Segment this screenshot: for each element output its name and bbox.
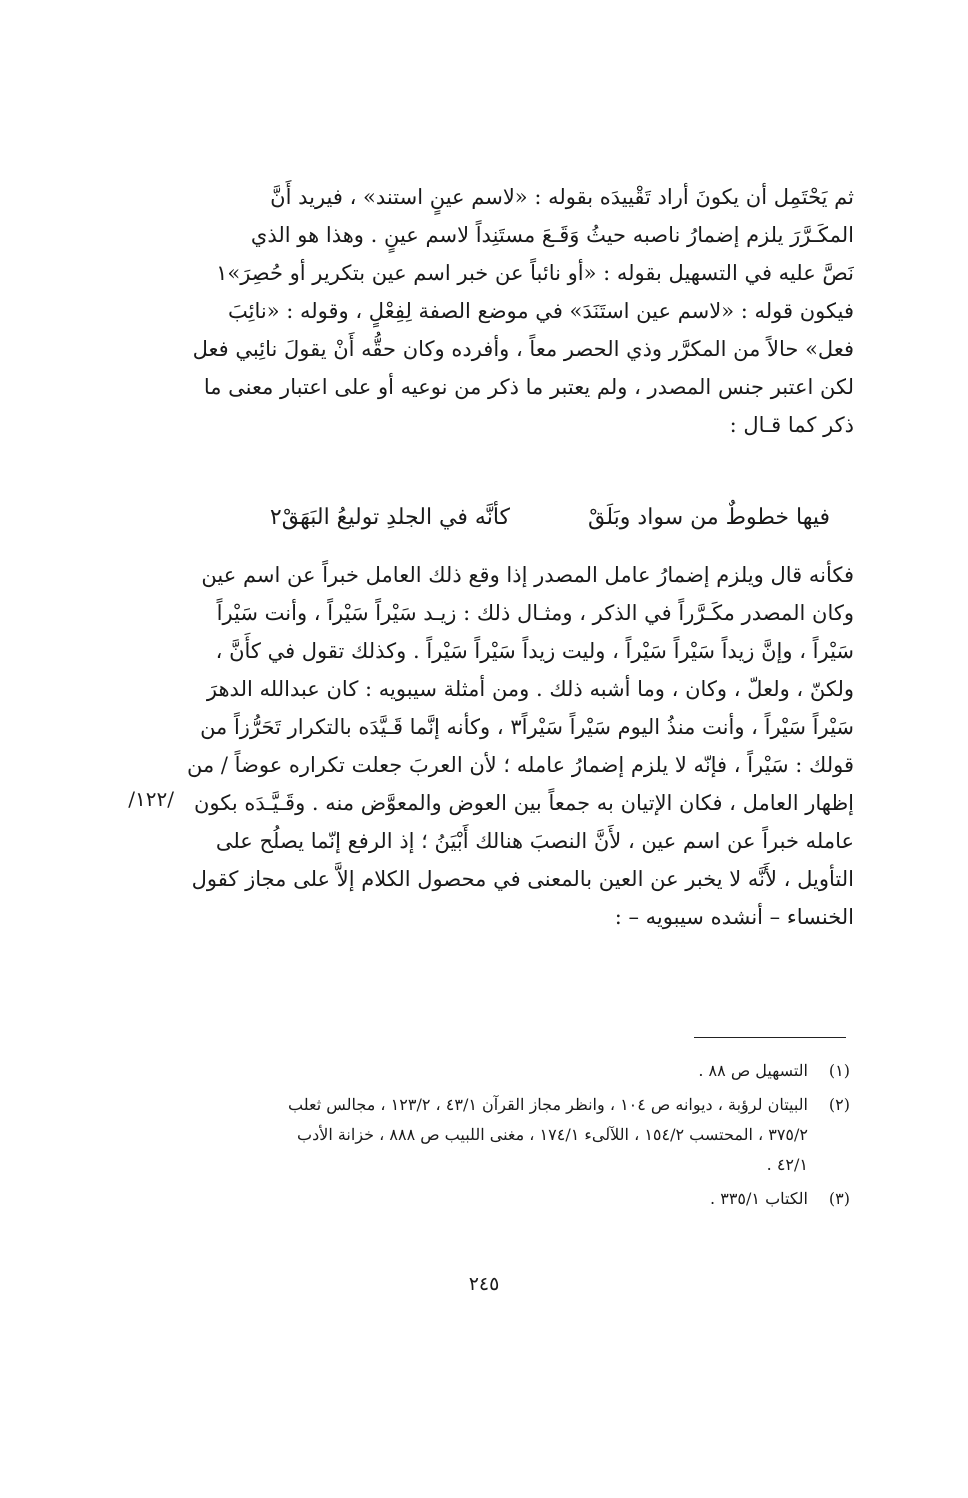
text-line: سَيْراً سَيْراً ، وأنت منذُ اليوم سَيْراً سَيْراً٣ ، وكأنه إنَّما قَـيَّدَه بالتكرار تَحَرُّزاً من — [200, 715, 854, 739]
text-line: لكن اعتبر جنس المصدر ، ولم يعتبر ما ذكر من نوعيه أو على اعتبار معنى ما — [203, 375, 854, 399]
footnote-divider — [694, 1037, 846, 1038]
footnote-text — [180, 1056, 808, 1086]
text-line: وكان المصدر مكَـرَّراً في الذكر ، ومثـال ذلك : زيـد سَيْراً سَيْراً ، وأنت سَيْراً — [216, 601, 854, 625]
text-line: ثم يَحْتَمِل أن يكونَ أراد تَقْييدَه بقوله : «لاسم عينٍ استند» ، فيريد أَنَّ — [270, 185, 854, 209]
text-line: التأويل ، لأَنَّه لا يخبر عن العين بالمعنى في محصول الكلام إلاَّ على مجاز كقول — [191, 867, 854, 891]
page-number: ٢٤٥ — [468, 1273, 500, 1295]
verse-first-hemistich: فيها خطوطٌ من سواد وبَلَقْ — [588, 505, 830, 530]
footnote-line: التسهيل ص ٨٨ . — [698, 1061, 808, 1080]
footnote — [180, 1184, 850, 1214]
text-line: سَيْراً ، وإنَّ زيداً سَيْراً سَيْراً ، وليت زيداً سَيْراً سَيْراً . وكذلك تقول في كأَنَّ ، — [215, 639, 854, 663]
footnote-line: البيتان لرؤبة ، ديوانه ص ١٠٤ ، وانظر مجاز القرآن ٤٣/١ ، ١٢٣/٢ ، مجالس ثعلب — [288, 1095, 808, 1114]
text-line: نَصَّ عليه في التسهيل بقوله : «أو نائباً عن خبر اسم عين بتكرير أو حُصِرَ»١ — [216, 261, 854, 285]
footnote-line: الكتاب ٣٣٥/١ . — [710, 1189, 808, 1208]
paragraph-1 — [186, 178, 854, 444]
footnote-line: ٣٧٥/٢ ، المحتسب ١٥٤/٢ ، اللآلىء ١٧٤/١ ، مغنى اللبيب ص ٨٨٨ ، خزانة الأدب — [297, 1125, 808, 1144]
text-line: فيكون قوله : «لاسم عين استَنَدَ» في موضع الصفة لِفِعْلٍ ، وقوله : «نائِبَ — [228, 299, 854, 323]
text-line: ذكر كما قـال : — [729, 413, 854, 437]
footnote — [180, 1090, 850, 1180]
footnote-text — [180, 1090, 808, 1180]
footnote-number: (١) — [828, 1061, 850, 1080]
text-line: ولكنّ ، ولعلّ ، وكان ، وما أشبه ذلك . ومن أمثلة سيبويه : كان عبدالله الدهرَ — [206, 677, 854, 701]
margin-page-reference: /١٢٢/ — [128, 787, 174, 811]
paragraph-2 — [186, 556, 854, 936]
text-line: الخنساء – أنشده سيبويه – : — [614, 905, 854, 929]
footnote-number: (٣) — [828, 1189, 850, 1208]
text-line: فكأنه قال ويلزم إضمارُ عامل المصدر إذا وقع ذلك العامل خبراً عن اسم عين — [201, 563, 854, 587]
footnote-line: ٤٢/١ . — [766, 1155, 808, 1174]
footnotes — [180, 1056, 850, 1218]
text-line: فعل» حالاً من المكرَّر وذي الحصر معاً ، وأفرده وكان حقُّه أَنْ يقولَ نائِبي فعل — [192, 337, 854, 361]
poetry-verse — [200, 496, 840, 540]
text-line: عامله خبراً عن اسم عين ، لأَنَّ النصبَ هنالك أَبْيَنُ ؛ إذ الرفع إنّما يصلُح على — [215, 829, 854, 853]
text-line: المكَـرَّرَ يلزم إضمارُ ناصبه حيثُ وَقَـعَ مستَنِداً لاسم عينٍ . وهذا هو الذي — [250, 223, 854, 247]
text-line: إظهار العامل ، فكان الإتيان به جمعاً بين العوض والمعوَّض منه . وقَـيَّـدَه بكون — [194, 791, 854, 815]
footnote-number: (٢) — [828, 1095, 850, 1114]
verse-second-hemistich: كأنَّه في الجلدِ توليعُ البَهَقْ٢ — [269, 505, 510, 530]
footnote-text — [180, 1184, 808, 1214]
footnote — [180, 1056, 850, 1086]
text-line: قولك : سَيْراً ، فإنّه لا يلزم إضمارُ عامله ؛ لأن العربَ جعلت تكراره عوضاً / من — [186, 753, 854, 777]
